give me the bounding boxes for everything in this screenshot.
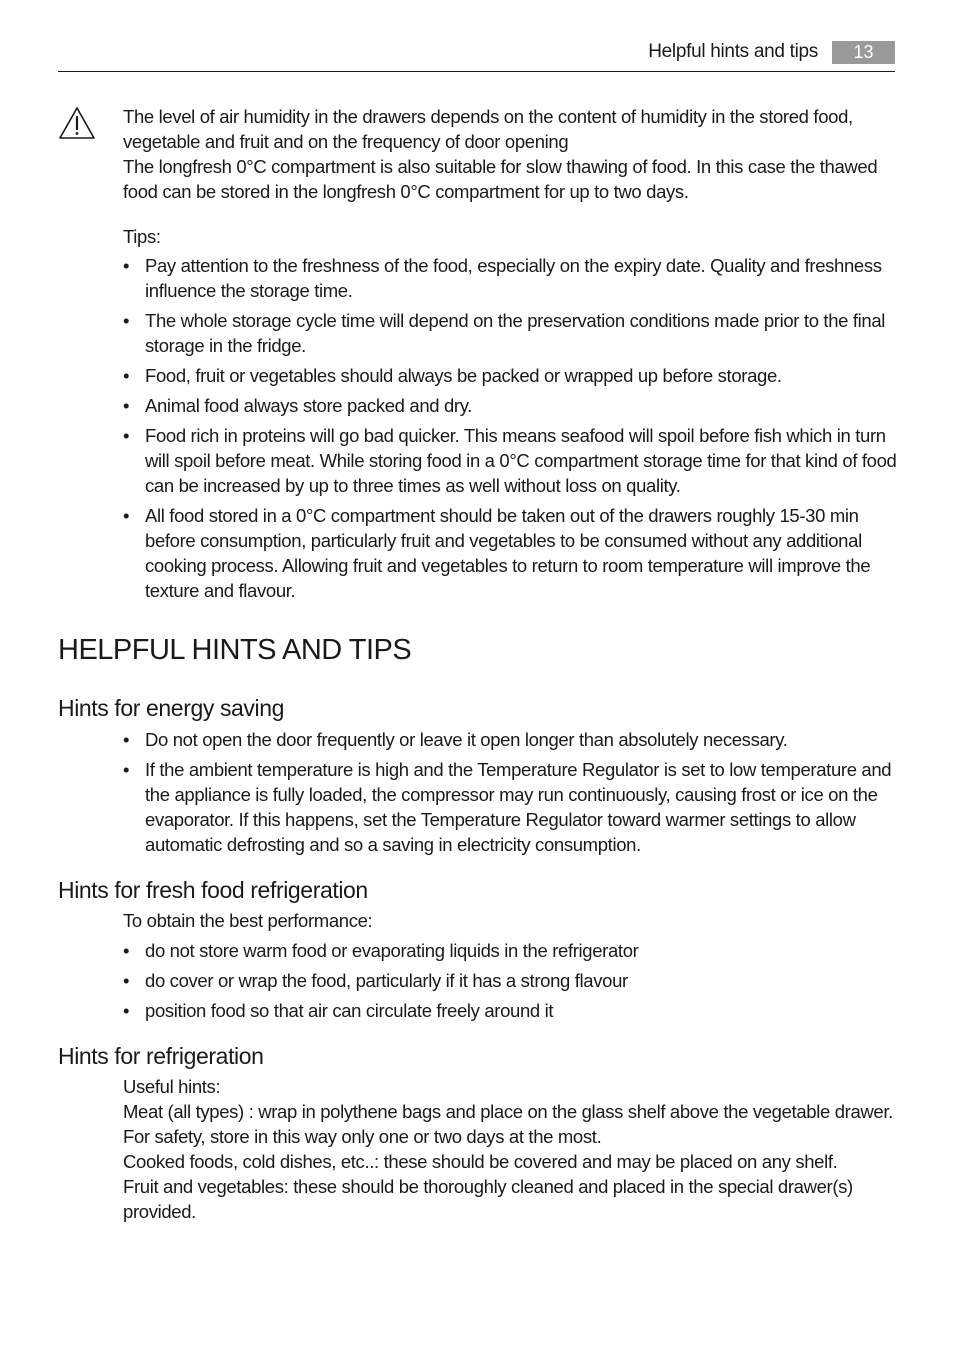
list-item: • All food stored in a 0°C compartment should be taken out of the drawers roughly 15-30 min before consumption, particularly fruit and vegetables to be consumed without any additional cooking process. Allowing fruit and vegetables to return to room temperature will improve the texture and flavour. — [123, 503, 898, 603]
refrigeration-heading: Hints for refrigeration — [58, 1043, 264, 1069]
list-item: • do cover or wrap the food, particularly if it has a strong flavour — [123, 968, 898, 993]
list-item: • If the ambient temperature is high and the Temperature Regulator is set to low temperature and the appliance is fully loaded, the compressor may run continuously, causing frost or ice on the evaporator. If this happens, set the Temperature Regulator toward warmer settings to allow automatic defrosting and so a saving in electricity consumption. — [123, 757, 898, 857]
warning-paragraph: The level of air humidity in the drawers depends on the content of humidity in the stored food, vegetable and fruit and on the frequency of door opening — [123, 106, 853, 152]
refrigeration-line: Cooked foods, cold dishes, etc..: these should be covered and may be placed on any shelf. — [123, 1151, 838, 1172]
list-item: • Animal food always store packed and dry. — [123, 393, 898, 418]
refrigeration-line: For safety, store in this way only one or two days at the most. — [123, 1126, 602, 1147]
refrigeration-body — [58, 1074, 898, 1224]
list-item: • Do not open the door frequently or leave it open longer than absolutely necessary. — [123, 727, 898, 752]
list-item: • position food so that air can circulate freely around it — [123, 998, 898, 1023]
list-item: • Food, fruit or vegetables should always be packed or wrapped up before storage. — [123, 363, 898, 388]
list-item: • The whole storage cycle time will depend on the preservation conditions made prior to the final storage in the fridge. — [123, 308, 898, 358]
fresh-food-intro: To obtain the best performance: — [123, 910, 373, 931]
warning-block — [58, 104, 898, 603]
header-title: Helpful hints and tips — [648, 41, 818, 62]
fresh-food-list — [123, 938, 898, 1023]
section-title: HELPFUL HINTS AND TIPS — [58, 634, 412, 666]
tips-list — [123, 253, 898, 603]
tips-label: Tips: — [123, 226, 161, 247]
refrigeration-line: Useful hints: — [123, 1076, 221, 1097]
list-item: • Pay attention to the freshness of the food, especially on the expiry date. Quality and freshness influence the storage time. — [123, 253, 898, 303]
refrigeration-line: Fruit and vegetables: these should be thoroughly cleaned and placed in the special drawer(s) provided. — [123, 1176, 853, 1222]
page-header — [58, 38, 895, 72]
list-item: • Food rich in proteins will go bad quicker. This means seafood will spoil before fish which in turn will spoil before meat. While storing food in a 0°C compartment storage time for that kind of food can be increased by up to three times as well without loss on quality. — [123, 423, 898, 498]
fresh-food-heading: Hints for fresh food refrigeration — [58, 877, 368, 903]
refrigeration-line: Meat (all types) : wrap in polythene bags and place on the glass shelf above the vegetable drawer. — [123, 1101, 893, 1122]
list-item: • do not store warm food or evaporating liquids in the refrigerator — [123, 938, 898, 963]
warning-paragraph: The longfresh 0°C compartment is also suitable for slow thawing of food. In this case the thawed food can be stored in the longfresh 0°C compartment for up to two days. — [123, 156, 878, 202]
page-content — [58, 104, 898, 1224]
energy-saving-list — [123, 727, 898, 857]
energy-saving-heading: Hints for energy saving — [58, 695, 285, 721]
page-number: 13 — [832, 41, 895, 64]
warning-triangle-icon — [58, 106, 96, 140]
